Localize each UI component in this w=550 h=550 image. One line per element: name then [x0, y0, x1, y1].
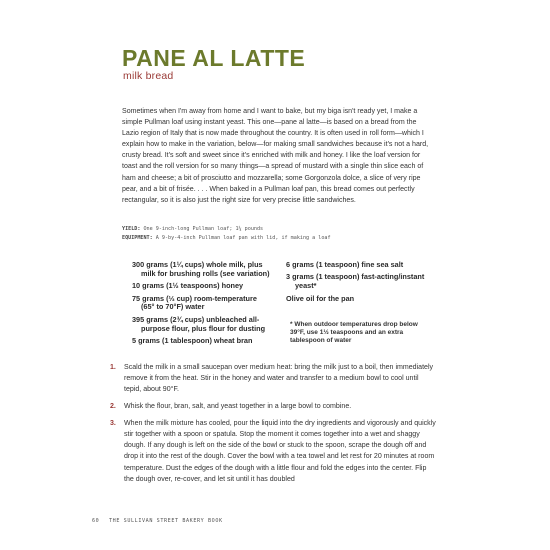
ingredient-line-cont: purpose flour, plus flour for dusting — [141, 323, 266, 333]
step-item — [110, 418, 436, 485]
ingredient-line: 5 grams (1 tablespoon) wheat bran — [132, 335, 253, 345]
recipe-subtitle: milk bread — [123, 70, 174, 82]
step-number: 1. — [110, 364, 116, 371]
ingredients-left-column — [132, 261, 280, 349]
ingredient-item — [132, 282, 280, 291]
step-text: Whisk the flour, bran, salt, and yeast together in a large bowl to combine. — [124, 403, 352, 411]
book-title: THE SULLIVAN STREET BAKERY BOOK — [109, 518, 223, 524]
equipment-value: A 9-by-4-inch Pullman loaf pan with lid, if making a loaf — [155, 235, 331, 241]
ingredient-item — [286, 273, 434, 291]
step-number: 2. — [110, 403, 116, 411]
page-footer — [92, 518, 223, 524]
ingredient-item — [132, 295, 280, 313]
equipment-label: EQUIPMENT: — [122, 235, 153, 241]
ingredient-line: 300 grams (1¼ cups) whole milk, plus — [132, 260, 263, 269]
yield-label: YIELD: — [122, 226, 141, 232]
yield-value: One 9-inch-long Pullman loaf; 1¼ pounds — [143, 226, 264, 232]
page-number: 60 — [92, 518, 100, 524]
step-number: 3. — [110, 419, 116, 427]
yeast-footnote: * When outdoor temperatures drop below 39°F, use 1½ teaspoons and an extra tablespoon of water — [290, 321, 418, 345]
step-item — [110, 401, 436, 412]
ingredient-line: 3 grams (1 teaspoon) fast-acting/instant — [286, 272, 425, 282]
ingredient-line-cont: yeast* — [295, 281, 317, 291]
ingredient-line-cont: milk for brushing rolls (see variation) — [141, 268, 270, 278]
ingredient-item — [132, 261, 280, 279]
step-text: When the milk mixture has cooled, pour the liquid into the dry ingredients and vigorously and quickly stir together with a spoon or spatula. Stop the moment it comes together into a wet and shaggy dough. If any dough is left on the side of the bowl or stuck to the spoon, scrape the dough off and drop it into the rest of the dough. Cover the bowl with a tea towel and let rest for 20 minutes at room temperature. Dust the edges of the dough with a little flour and fold the edges into the center. Flip the dough over, re-cover, and let sit until it has doubled — [124, 419, 436, 483]
ingredient-item — [132, 337, 280, 346]
ingredients-right-column — [286, 261, 434, 307]
recipe-steps — [110, 362, 436, 491]
ingredient-item — [286, 261, 434, 270]
yield-line — [122, 225, 442, 234]
ingredient-item — [286, 295, 434, 304]
ingredient-line: 395 grams (2¾ cups) unbleached all- — [132, 314, 260, 324]
equipment-line — [122, 234, 442, 243]
recipe-intro: Sometimes when I'm away from home and I want to bake, but my biga isn't ready yet, I make a simple Pullman loaf using instant yeast. This one—pane al latte—is based on a bread from the Lazio region of Italy that is now made throughout the country. It is often used in roll form—which I explain how to make in the variation, below—for making small sandwiches because it's not a hard, crusty bread. It's soft and sweet since it's enriched with milk and honey. I like the loaf version for toast and the roll version for so many things—a spread of mustard with a single thin slice each of ham and cheese; a bit of prosciutto and mozzarella; some Gorgonzola dolce, a slice of very ripe pear, and a bit of frisée. . . . When baked in a Pullman loaf pan, this bread comes out perfectly rectangular, so it is also just the right size for very precise little sandwiches. — [122, 108, 429, 204]
ingredient-line: Olive oil for the pan — [286, 293, 355, 303]
ingredient-line-cont: (65° to 70°F) water — [141, 302, 205, 312]
recipe-title: PANE AL LATTE — [122, 45, 306, 71]
ingredient-line: 10 grams (1½ teaspoons) honey — [132, 281, 244, 291]
ingredient-line: 75 grams (⅓ cup) room-temperature — [132, 293, 257, 303]
step-text: Scald the milk in a small saucepan over medium heat: bring the milk just to a boil, then immediately remove it from the heat. Stir in the honey and water and transfer to a medium bowl to cool until tepid, about 90°F. — [124, 364, 434, 394]
ingredient-item — [132, 316, 280, 334]
step-item — [110, 362, 436, 396]
ingredient-line: 6 grams (1 teaspoon) fine sea salt — [286, 260, 404, 269]
recipe-meta — [122, 225, 442, 243]
